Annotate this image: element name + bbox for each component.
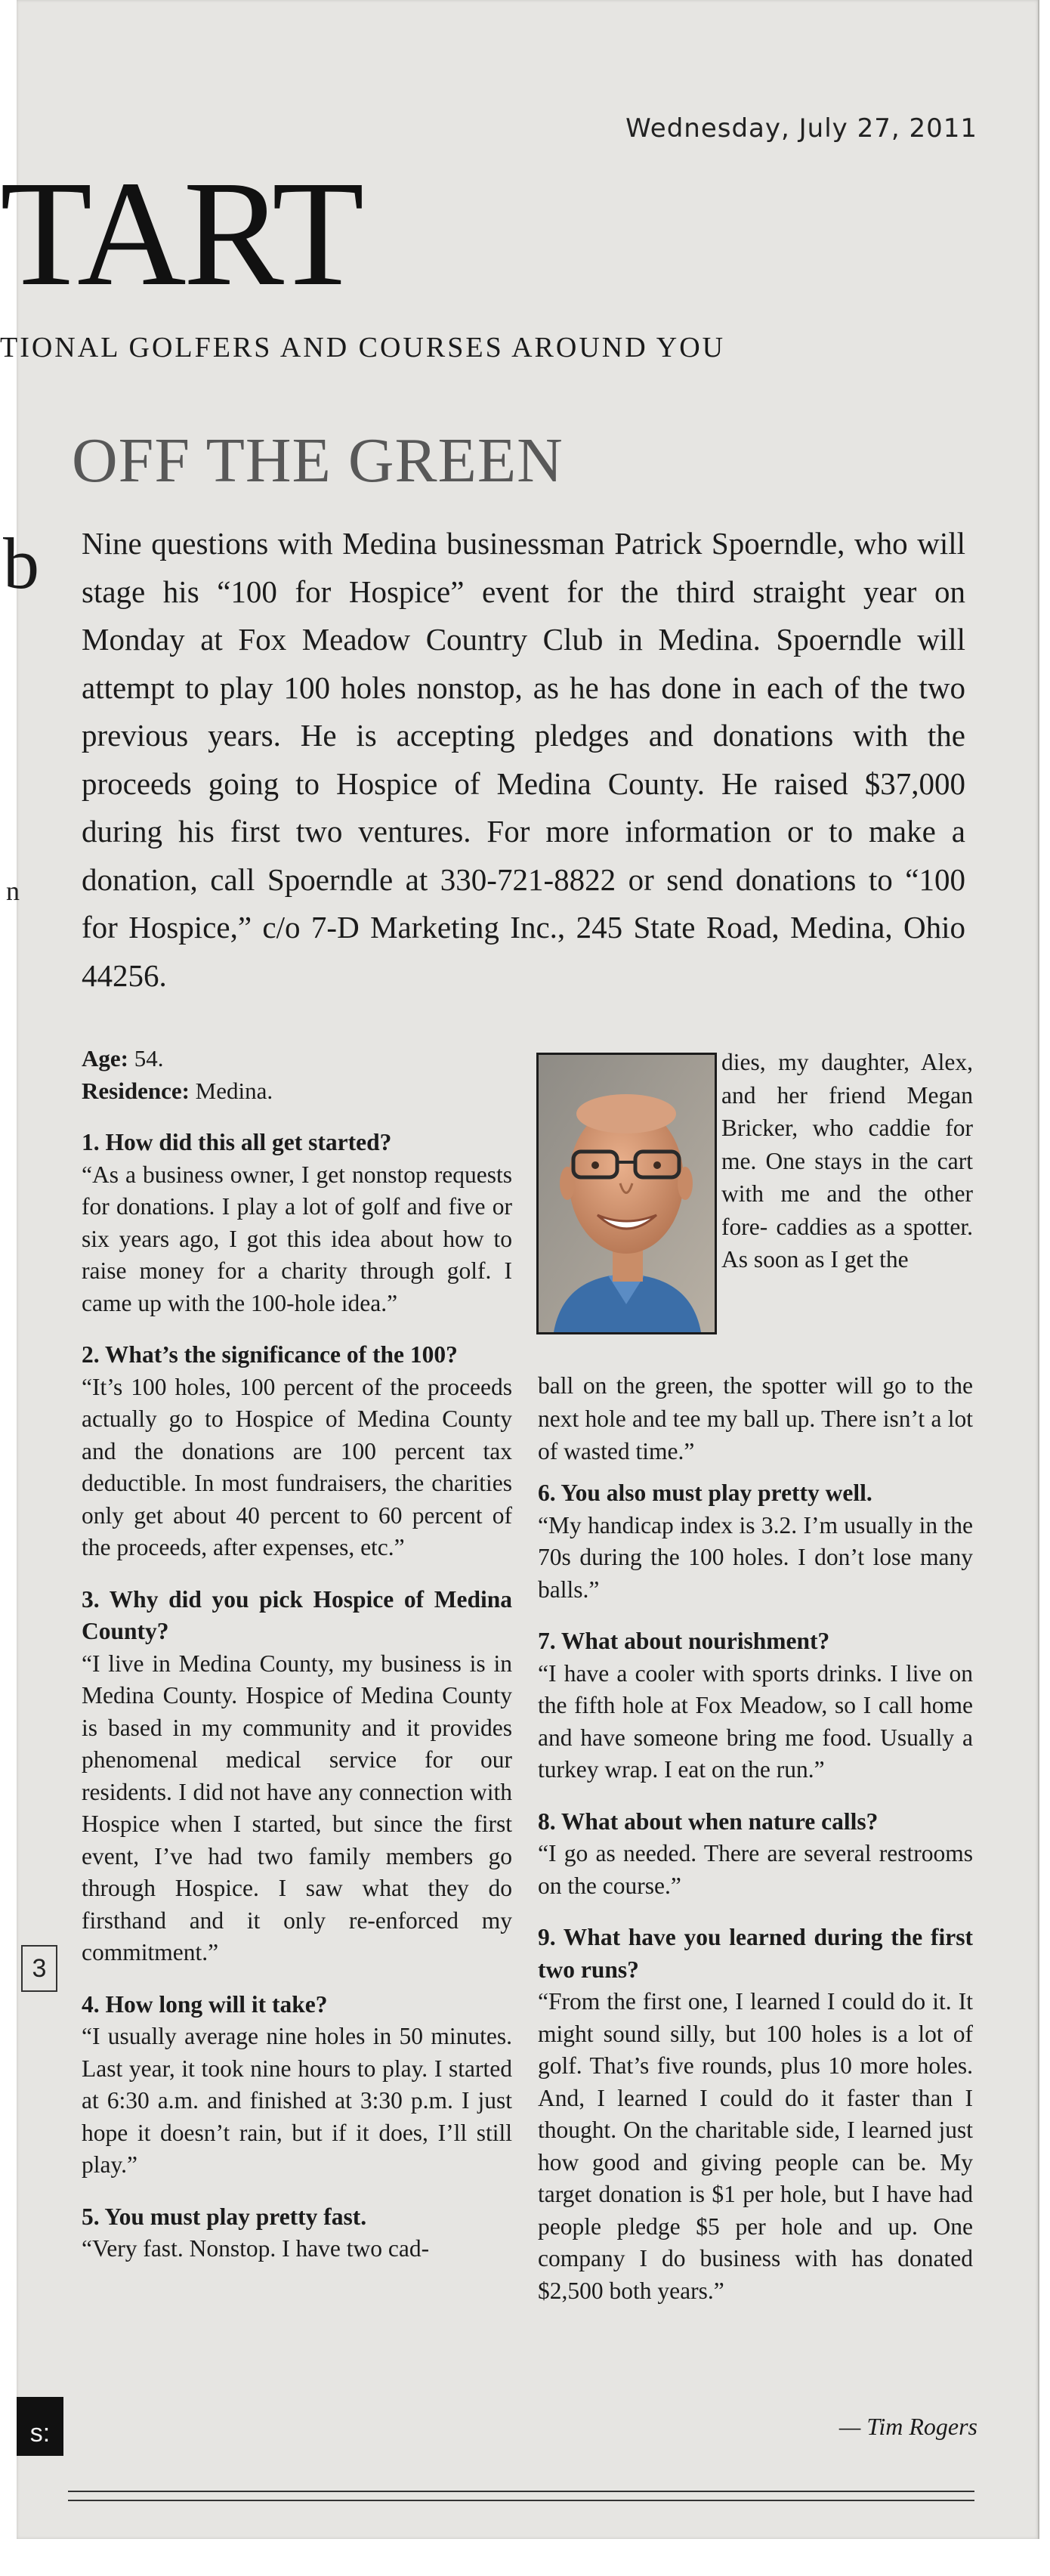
author-byline: — Tim Rogers xyxy=(838,2413,977,2440)
answer-6: “My handicap index is 3.2. I’m usually in the 70s during the 100 holes. I don’t lose many balls.” xyxy=(538,1511,973,1603)
article-column-left xyxy=(82,1043,512,2265)
answer-5-continued: dies, my daughter, Alex, and her friend Megan Bricker, who caddie for me. One stays in the cart with me and the other fore- caddies as a spotter. As soon as I get the xyxy=(721,1049,973,1273)
adjacent-column-fragment-2: n xyxy=(6,876,20,906)
question-1: 1. How did this all get started? xyxy=(82,1129,392,1155)
question-5: 5. You must play pretty fast. xyxy=(82,2203,367,2230)
question-6: 6. You also must play pretty well. xyxy=(538,1480,872,1506)
answer-2: “It’s 100 holes, 100 percent of the proceeds actually go to Hospice of Medina County and the donations are 100 percent tax deductible. In most fundraisers, the charities only get about 40 percent to 60 percent of the proceeds, after expenses, etc.” xyxy=(82,1373,512,1560)
article-column-right xyxy=(538,1477,973,2307)
answer-3: “I live in Medina County, my business is in Medina County. Hospice of Medina County is based in my community and it provides phenomenal medical service for our residents. I did not have any connection with Hospice when I started, but since the first event, I’ve had two family members go through Hospice. I saw what they do firsthand and it only re-enforced my commitment.” xyxy=(82,1650,512,1965)
question-2: 2. What’s the significance of the 100? xyxy=(82,1341,458,1368)
answer-1: “As a business owner, I get nonstop requests for donations. I play a lot of golf and five or six years ago, I got this idea about how to raise money for a charity through golf. I came up with the 100-hole idea.” xyxy=(82,1161,512,1316)
article-title: OFF THE GREEN xyxy=(72,425,564,496)
footer-rule-top xyxy=(68,2491,974,2492)
question-7: 7. What about nourishment? xyxy=(538,1628,830,1654)
page-edge-box-fragment: 3 xyxy=(21,1945,57,1992)
profile-age: Age: 54. xyxy=(82,1045,164,1072)
portrait-photo xyxy=(536,1053,717,1334)
adjacent-column-fragment: b xyxy=(3,523,39,604)
page-edge-tab-fragment: s: xyxy=(17,2397,63,2456)
question-3: 3. Why did you pick Hospice of Medina County? xyxy=(82,1585,512,1644)
answer-5-start: “Very fast. Nonstop. I have two cad- xyxy=(82,2235,430,2262)
question-4: 4. How long will it take? xyxy=(82,1990,328,2018)
question-9: 9. What have you learned during the first two runs? xyxy=(538,1924,973,1983)
question-8: 8. What about when nature calls? xyxy=(538,1808,879,1835)
masthead-fragment: TART xyxy=(0,150,362,317)
answer-8: “I go as needed. There are several restrooms on the course.” xyxy=(538,1840,973,1899)
publication-date: Wednesday, July 27, 2011 xyxy=(625,113,977,144)
footer-rule-bottom xyxy=(68,2500,974,2501)
answer-9: “From the first one, I learned I could do it. It might sound silly, but 100 holes is a lot of golf. That’s five rounds, plus 10 more holes. And, I learned I could do it faster than I thought. On the charitable side, I learned just how good and giving people can be. My target donation is $1 per hole, but I have had people pledge $5 per hole and up. One company I do business with has donated $2,500 both years.” xyxy=(538,1988,973,2304)
profile-residence: Residence: Medina. xyxy=(82,1077,273,1104)
answer-4: “I usually average nine holes in 50 minutes. Last year, it took nine hours to play. I started at 6:30 a.m. and finished at 3:30 p.m. I just hope it doesn’t rain, but if it does, I’ll still play.” xyxy=(82,2023,512,2178)
portrait-illustration xyxy=(539,1055,715,1332)
section-tagline: TIONAL GOLFERS AND COURSES AROUND YOU xyxy=(0,332,726,363)
answer-5-continued-lower: ball on the green, the spotter will go to the next hole and tee my ball up. There isn’t a lot of wasted time.” xyxy=(538,1372,973,1464)
answer-7: “I have a cooler with sports drinks. I live on the fifth hole at Fox Meadow, so I call home and have someone bring me food. Usually a turkey wrap. I eat on the run.” xyxy=(538,1659,973,1783)
article-intro: Nine questions with Medina businessman Patrick Spoerndle, who will stage his “100 for Hospice” event for the third straight year on Monday at Fox Meadow Country Club in Medina. Spoerndle will attempt to play 100 holes nonstop, as he has done in each of the two previous years. He is accepting pledges and donations with the proceeds going to Hospice of Medina County. He raised $37,000 during his first two ventures. For more information or to make a donation, call Spoerndle at 330-721-8822 or send donations to “100 for Hospice,” c/o 7-D Marketing Inc., 245 State Road, Medina, Ohio 44256. xyxy=(82,526,965,993)
